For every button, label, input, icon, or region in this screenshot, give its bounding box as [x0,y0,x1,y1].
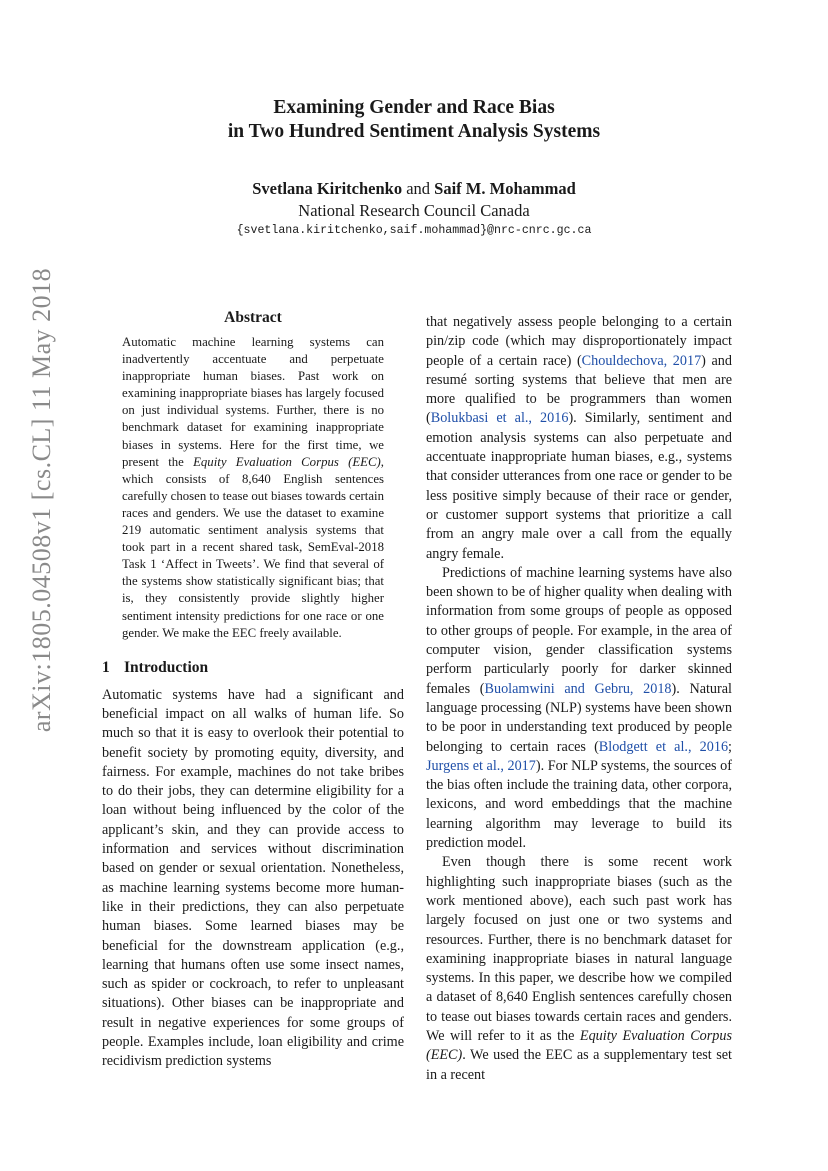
citation-link-chouldechova[interactable]: Chouldechova, 2017 [581,352,702,369]
section-title: Introduction [124,658,209,676]
intro-paragraph-2 [426,564,732,853]
citation-link-buolamwini[interactable]: Buolamwini and Gebru, 2018 [484,680,672,697]
affiliation: National Research Council Canada [298,201,530,220]
citation-link-bolukbasi[interactable]: Bolukbasi et al., 2016 [430,410,569,427]
title-line-2: in Two Hundred Sentiment Analysis Systems [227,121,601,142]
right-column [426,313,732,1085]
text-span: Even though there is some recent work highlighting such inappropriate biases (such as the work mentioned above), each such past work has largely focused on just one or two systems and resources. Further, there is no benchmark dataset for examining inappropriate biases in natural language systems. In this paper, we describe how we compiled a dataset of 8,640 English sentences carefully chosen to tease out biases towards certain races and genders. We will refer to it as the [426,854,732,1044]
intro-paragraph-1: Automatic systems have had a significant and beneficial impact on all walks of human life. So much so that it is easy to overlook their potential to benefit society by promoting equity, diversity, and fairness. For example, machines do not take bribes to do their jobs, they can determine eligibility for a loan without being influenced by the color of the applicant’s skin, and they can provide access to information and services without discrimination based on gender or sexual orientation. Nonetheless, as machine learning systems become more human-like in their predictions, they can also perpetuate human biases. Some learned biases may be beneficial for the downstream application (e.g., learning that humans often use some insect names, such as spider or cockroach, to refer to unpleasant situations). Other biases can be inappropriate and result in negative experiences for some groups of people. Examples include, loan eligibility and crime recidivism prediction systems [102,686,404,1070]
abstract-heading: Abstract [224,309,282,326]
author-mohammad: Saif M. Mohammad [434,179,576,198]
citation-link-blodgett[interactable]: Blodgett et al., 2016 [598,738,729,755]
text-span: that negatively assess people belonging to a certain pin/zip code (which may disproportionately impact people of a certain race) ( [426,314,732,369]
paper-title [0,96,828,144]
author-kiritchenko: Svetlana Kiritchenko [252,179,403,198]
section-heading-introduction [102,658,404,678]
left-column [102,308,404,1072]
abstract-part-1: Automatic machine learning systems can inadvertently accentuate and perpetuate inappropriate human biases. Past work on examining inappropriate biases has largely focused on just individual systems. Further, there is no benchmark dataset for examining inappropriate biases in systems. Here for the first time, we present the [122,335,384,469]
abstract-text [122,334,384,642]
citation-link-jurgens[interactable]: Jurgens et al., 2017 [426,757,536,774]
arxiv-identifier-text: arXiv:1805.04508v1 [cs.CL] 11 May 2018 [27,267,57,733]
abstract-eec-term: Equity Evaluation Corpus (EEC) [193,454,381,469]
arxiv-identifier-stamp [22,140,62,860]
section-number: 1 [102,658,110,676]
intro-paragraph-1-continued [426,313,732,564]
text-span: ). Similarly, sentiment and emotion analysis systems can also perpetuate and accentuate inappropriate human biases, e.g., systems that consider utterances from one race or gender to be less positive simply because of their race or gender, or customer support systems that prioritize a call from an angry male over a call from the equally angry female. [426,410,732,562]
author-conjunction: and [406,179,431,198]
title-line-1: Examining Gender and Race Bias [273,97,555,118]
eec-term: Equity Evaluation Corpus (EEC) [426,1027,732,1064]
abstract-part-2: , which consists of 8,640 English sentences carefully chosen to tease out biases towards certain races and genders. We use the dataset to examine 219 automatic sentiment analysis systems that took part in a recent shared task, SemEval-2018 Task 1 ‘Affect in Tweets’. We find that several of the systems show statistically significant bias; that is, they consistently provide slightly higher sentiment intensity predictions for one race or one gender. We make the EEC freely available. [122,454,384,640]
author-line [0,178,828,200]
text-span: ). Natural language processing (NLP) systems have been shown to be poor in understanding text produced by people belonging to certain races ( [426,680,732,755]
intro-paragraph-3 [426,853,732,1085]
text-span: ). For NLP systems, the sources of the bias often include the training data, other corpora, lexicons, and word embeddings that the machine learning algorithm may leverage to build its prediction model. [426,757,732,852]
text-span: ) and resumé sorting systems that believe that men are more qualified to be programmers than women ( [426,352,732,427]
text-span: ; [728,738,732,755]
text-span: Predictions of machine learning systems have also been shown to be of higher quality when dealing with information from some groups of people as opposed to other groups of people. For example, in the area of computer vision, gender classification systems perform particularly poorly for darker skinned females ( [426,564,732,697]
author-emails: {svetlana.kiritchenko,saif.mohammad}@nrc-cnrc.gc.ca [236,224,592,237]
text-span: . We used the EEC as a supplementary test set in a recent [426,1047,732,1083]
